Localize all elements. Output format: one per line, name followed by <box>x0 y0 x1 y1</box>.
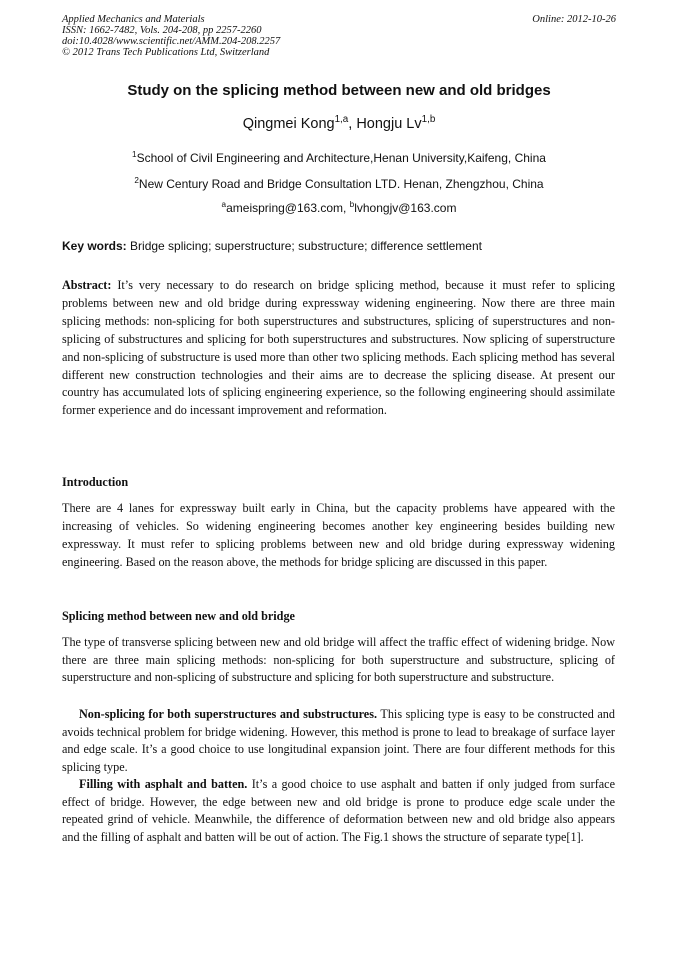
non-splicing-paragraph <box>62 706 615 776</box>
author-2: Hongju Lv <box>356 116 422 132</box>
keywords-text: Bridge splicing; superstructure; substructure; difference settlement <box>126 239 482 253</box>
page-header <box>62 14 616 58</box>
affiliation-2-sup: 2 <box>134 176 139 185</box>
abstract <box>62 277 615 420</box>
affiliation-2-text: New Century Road and Bridge Consultation LTD. Henan, Zhengzhou, China <box>138 177 544 191</box>
introduction-paragraph: There are 4 lanes for expressway built early in China, but the capacity problems have appeared with the increasing of vehicles. So widening engineering becomes another key engineering besides building new expressway. It must refer to splicing problems between new and old bridge during expressway widening engineering. Based on the reason above, the methods for bridge splicing are discussed in this paper. <box>62 501 615 569</box>
affiliation-1 <box>62 151 616 165</box>
issn-line: ISSN: 1662-7482, Vols. 204-208, pp 2257-2260 <box>62 25 262 36</box>
splicing-paragraph: The type of transverse splicing between new and old bridge will affect the traffic effect of widening bridge. Now there are three main splicing methods: non-splicing for both superstructure and substructure, splicing of superstructure and non-splicing of substructure and splicing for both superstructure and substructure. <box>62 635 615 685</box>
email-line <box>62 201 616 215</box>
asphalt-batten-paragraph <box>62 776 615 846</box>
author-line <box>62 116 616 132</box>
paper-title: Study on the splicing method between new and old bridges <box>127 82 551 99</box>
online-date: Online: 2012-10-26 <box>532 14 616 25</box>
affiliation-1-sup: 1 <box>132 150 137 159</box>
author-2-sup: 1,b <box>421 114 436 126</box>
author-1: Qingmei Kong <box>242 116 335 132</box>
splicing-heading: Splicing method between new and old bridge <box>62 609 295 623</box>
introduction-heading: Introduction <box>62 475 129 489</box>
abstract-text: It’s very necessary to do research on bridge splicing method, because it must refer to splicing problems between new and old bridge during expressway widening engineering. Now there are three main splicing methods: non-splicing for both superstructures and substructures, splicing of superstructures and non-splicing of substructures and splicing for both superstructures and substructures. Now splicing of superstructure and non-splicing of substructure is used more than other two splicing methods. Each splicing method has several different new construction technologies and their aims are to decrease the splicing disease. At present our country has accumulated lots of splicing engineering experience, so the following engineering should assimilate former experience and do incessant improvement and reformation. <box>62 278 615 418</box>
journal-name: Applied Mechanics and Materials <box>62 14 205 25</box>
affiliation-1-text: School of Civil Engineering and Architecture,Henan University,Kaifeng, China <box>136 151 546 165</box>
affiliation-2 <box>62 177 616 191</box>
email-b-sup: b <box>349 200 355 209</box>
abstract-label: Abstract: <box>62 278 112 292</box>
email-b: lvhongjv@163.com <box>354 201 457 215</box>
non-splicing-text: This splicing type is easy to be constructed and avoids technical problem for bridge widening. However, this method is prone to lead to breakage of surface layer and edge scale. It’s a good choice to use longitudinal expansion joint. There are four different methods for this splicing type. <box>62 707 615 774</box>
email-a-sup: a <box>221 200 227 209</box>
doi-line: doi:10.4028/www.scientific.net/AMM.204-208.2257 <box>62 36 281 47</box>
asphalt-batten-text: It’s a good choice to use asphalt and batten if only judged from surface effect of bridge. However, the edge between new and old bridge is prone to produce edge scale under the repeated grind of vehicle. Meanwhile, the difference of deformation between new and old bridge also appears and the filling of asphalt and batten will be out of action. The Fig.1 shows the structure of separate type[1]. <box>62 777 615 844</box>
keywords <box>62 239 616 253</box>
non-splicing-label: Non-splicing for both superstructures and substructures. <box>79 707 378 721</box>
email-a: ameispring@163.com, <box>226 201 350 215</box>
keywords-label: Key words: <box>62 239 127 253</box>
asphalt-batten-label: Filling with asphalt and batten. <box>79 777 248 791</box>
author-separator: , <box>348 116 357 132</box>
author-1-sup: 1,a <box>334 114 349 126</box>
copyright-line: © 2012 Trans Tech Publications Ltd, Switzerland <box>62 47 270 58</box>
